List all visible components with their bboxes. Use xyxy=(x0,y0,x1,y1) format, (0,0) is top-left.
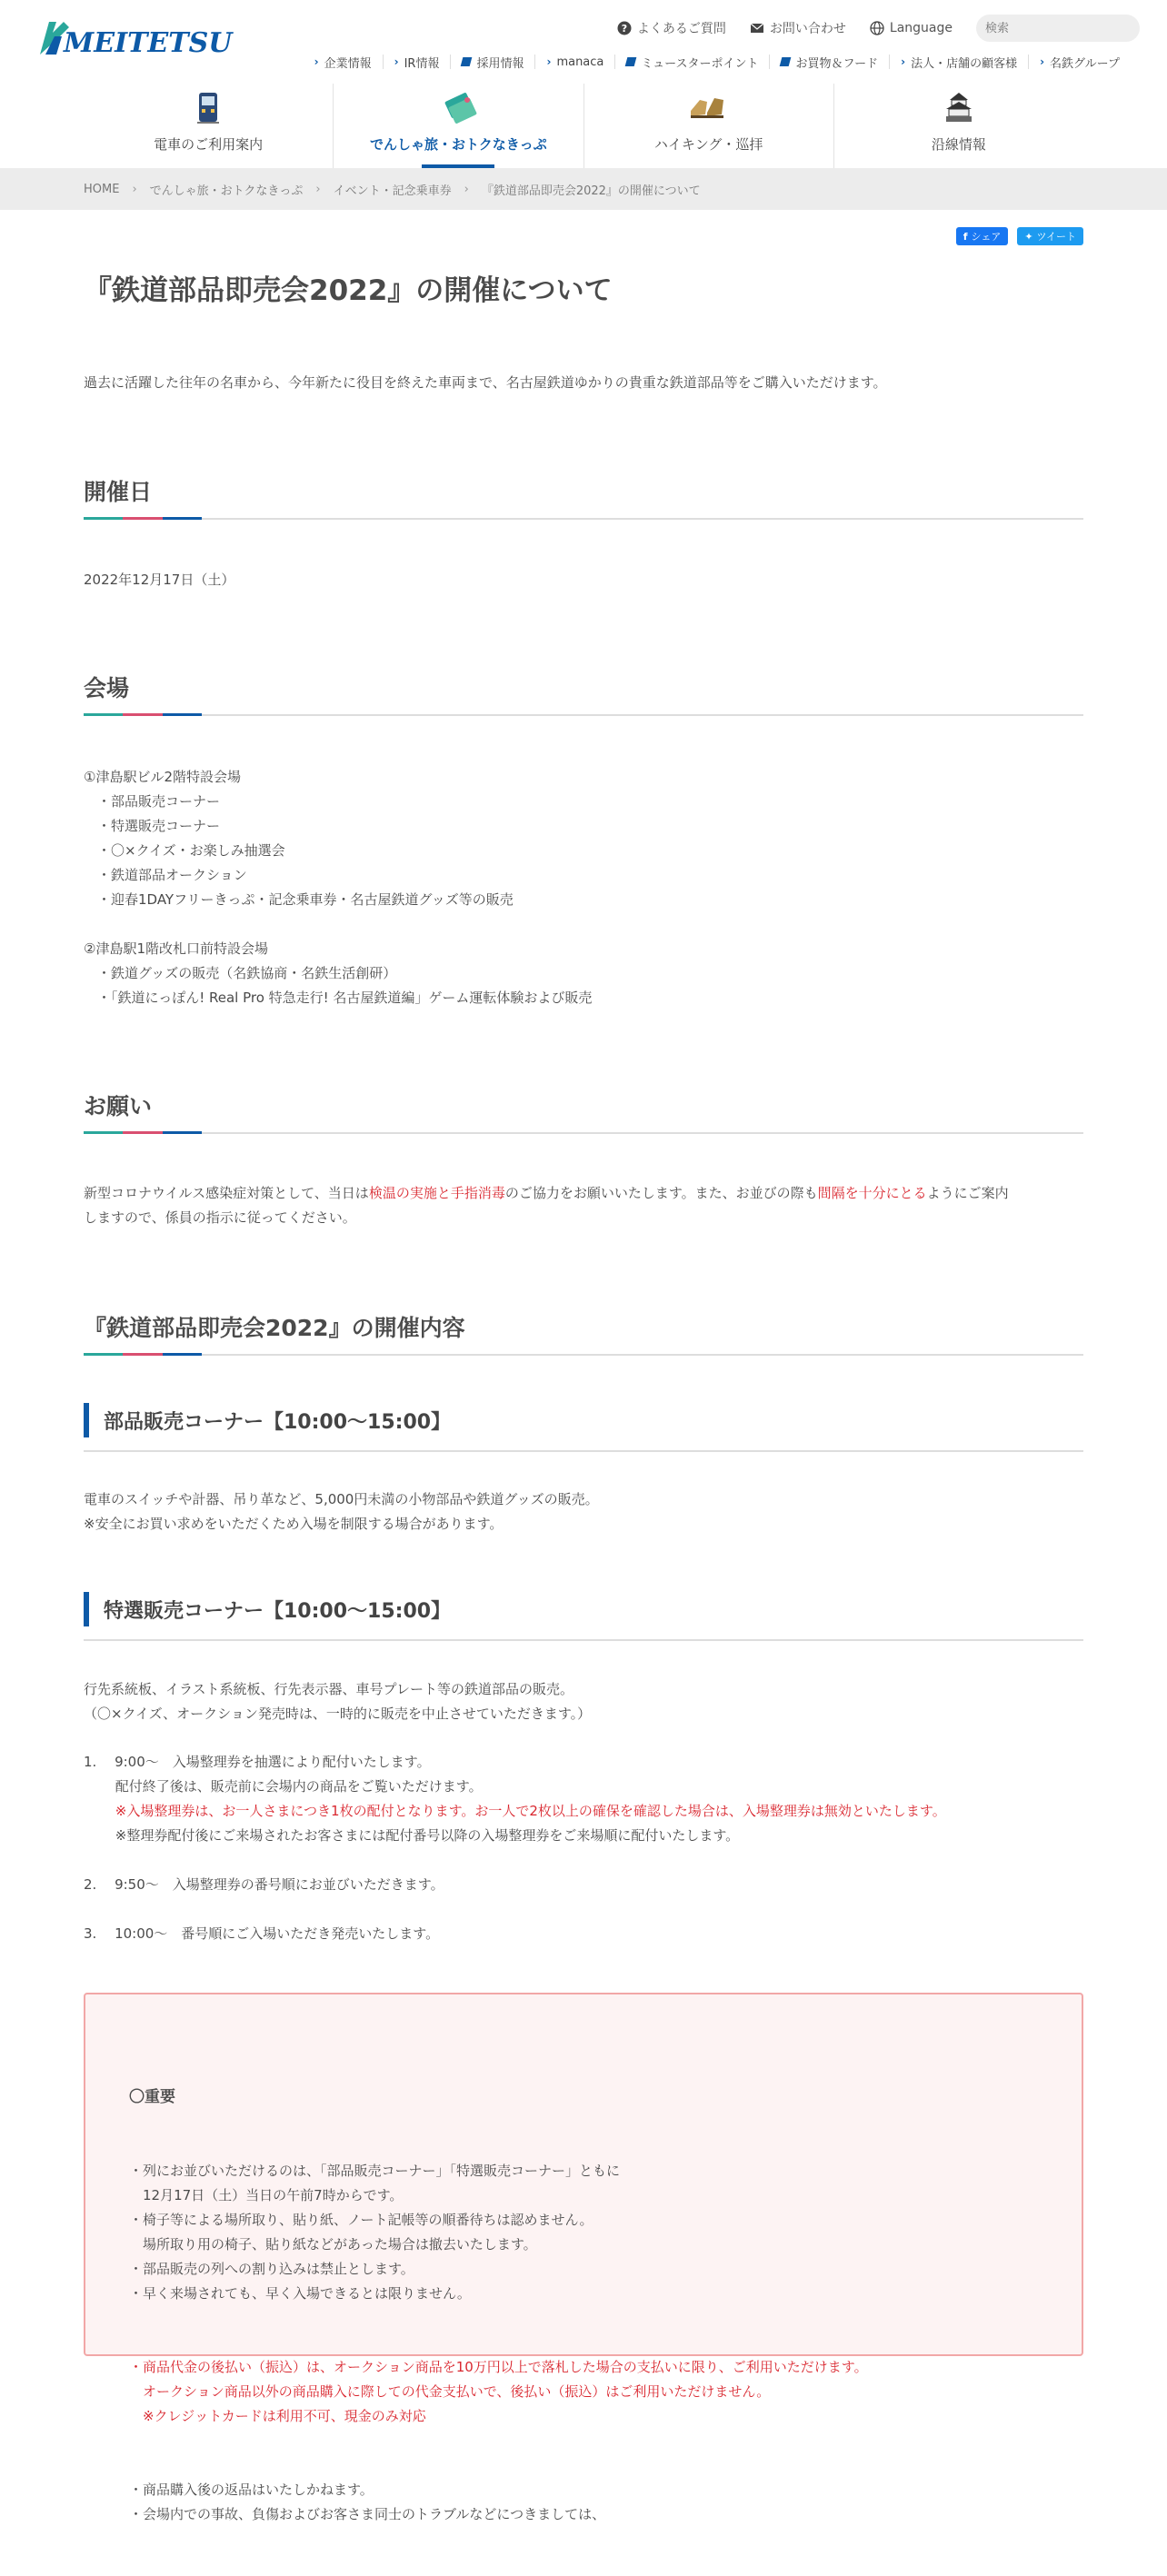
sublink-company[interactable] xyxy=(304,55,383,69)
subheading-rule xyxy=(84,1639,1083,1641)
gnav-hiking[interactable] xyxy=(584,84,833,168)
chevron-right-icon: › xyxy=(315,182,321,196)
contact-link[interactable] xyxy=(750,19,846,37)
breadcrumb-current: 『鉄道部品即売会2022』の開催について xyxy=(481,184,701,198)
special-corner-text: 行先系統板、イラスト系統板、行先表示器、車号プレート等の鉄道部品の販売。 （〇×クイズ、オークション発売時は、一時的に販売を中止させていただきます。） xyxy=(84,1681,592,1722)
share-label: シェア xyxy=(971,231,1002,243)
section-heading-venue xyxy=(84,671,1083,703)
sublink-label: manaca xyxy=(556,55,604,69)
breadcrumb-home[interactable]: HOME xyxy=(84,182,120,196)
external-link-icon xyxy=(780,57,792,66)
castle-icon xyxy=(937,87,981,127)
section-heading-date xyxy=(84,474,1083,507)
question-icon xyxy=(617,21,632,35)
sublink-label: 採用情報 xyxy=(476,56,524,71)
step-1-note: 配付終了後は、販売前に会場内の商品をご覧いただけます。 xyxy=(84,1778,483,1795)
gnav-tickets[interactable] xyxy=(333,84,583,168)
step-1: 1. 9:00～ 入場整理券を抽選により配付いたします。 xyxy=(84,1754,431,1770)
sublink-label: IR情報 xyxy=(404,56,440,71)
sublink-label: 法人・店舗の顧客様 xyxy=(911,56,1018,71)
search-input[interactable] xyxy=(985,22,1140,35)
step-1-note-2: ※整理券配付後にご来場されたお客さまには配付番号以降の入場整理券をご来場順に配付いたします。 xyxy=(84,1827,740,1844)
train-icon xyxy=(186,87,230,127)
heading-text: 会場 xyxy=(84,675,130,701)
faq-label: よくあるご質問 xyxy=(636,22,726,36)
svg-text:?: ? xyxy=(621,23,628,35)
request-part: のご協力をお願いいたします。また、お並びの際も xyxy=(504,1185,818,1201)
request-part: しますので、係員の指示に従ってください。 xyxy=(84,1209,356,1226)
heading-accent-bar xyxy=(84,517,202,520)
gnav-label: ハイキング・巡拝 xyxy=(653,136,763,153)
request-part: ようにご案内 xyxy=(926,1185,1009,1201)
important-payment-warning: ・商品代金の後払い（振込）は、オークション商品を10万円以上で落札した場合の支払いに限り、ご利用いただけます。 オークション商品以外の商品購入に際しての代金支払いで、後払い（振込）はご利用いただけません。 ※クレジットカードは利用不可、現金のみ対応 xyxy=(129,2359,868,2424)
external-link-icon xyxy=(461,57,473,66)
subheading-text: 部品販売コーナー【10:00～15:00】 xyxy=(104,1411,452,1434)
parts-corner-text: 電車のスイッチや計器、吊り革など、5,000円未満の小物部品や鉄道グッズの販売。 ※安全にお買い求めをいただくため入場を制限する場合があります。 xyxy=(84,1491,599,1532)
lead-text: 過去に活躍した往年の名車から、今年新たに役目を終えた車両まで、名古屋鉄道ゆかりの貴重な鉄道部品等をご購入いただけます。 xyxy=(84,374,887,391)
boots-icon xyxy=(687,87,731,127)
global-nav xyxy=(84,84,1083,168)
heading-rule xyxy=(84,518,1083,520)
subheading-special-corner xyxy=(84,1592,1083,1626)
tweet-label: ツイート xyxy=(1036,231,1076,243)
chevron-right-icon: › xyxy=(901,55,906,68)
sublink-point[interactable] xyxy=(614,55,769,69)
request-emphasis: 検温の実施と手指消毒 xyxy=(368,1185,505,1201)
sublink-ir[interactable] xyxy=(383,55,451,69)
chevron-right-icon: › xyxy=(132,182,137,196)
request-text xyxy=(84,1181,1083,1230)
heading-text: 『鉄道部品即売会2022』の開催内容 xyxy=(84,1315,465,1341)
heading-accent-bar xyxy=(84,1131,202,1134)
logo-text: MEITETSU xyxy=(64,27,233,59)
twitter-tweet-button[interactable] xyxy=(1017,227,1083,245)
heading-text: お願い xyxy=(84,1093,153,1119)
venue-list: ①津島駅ビル2階特設会場 ・部品販売コーナー ・特選販売コーナー ・〇×クイズ・お楽しみ抽選会 ・鉄道部品オークション ・迎春1DAYフリーきっぷ・記念乗車券・名古屋鉄道グッズ等の販売 ②津島駅1階改札口前特設会場 ・鉄道グッズの販売（名鉄協商・名鉄生活創研） ・「鉄道にっぽん! Real Pro 特急走行! 名古屋鉄道編」ゲーム運転体験および販売 xyxy=(84,769,593,1006)
ticket-icon xyxy=(436,87,480,127)
heading-rule xyxy=(84,1132,1083,1134)
heading-accent-bar xyxy=(84,1353,202,1356)
heading-accent-bar xyxy=(84,713,202,716)
chevron-right-icon: › xyxy=(1040,55,1045,68)
sublink-label: 名鉄グループ xyxy=(1050,56,1120,71)
language-link[interactable] xyxy=(870,21,953,35)
gnav-label: 電車のご利用案内 xyxy=(154,136,264,153)
sublink-group[interactable] xyxy=(1028,55,1131,69)
chevron-right-icon: › xyxy=(394,55,399,68)
sublink-corporate[interactable] xyxy=(889,55,1028,69)
event-date: 2022年12月17日（土） xyxy=(84,572,235,588)
meitetsu-logo[interactable] xyxy=(36,15,233,60)
section-heading-request xyxy=(84,1089,1083,1121)
important-notice-content xyxy=(129,2036,868,2576)
important-notice-box xyxy=(84,1993,1083,2522)
sublink-shopping[interactable] xyxy=(769,55,889,69)
subheading-text: 特選販売コーナー【10:00～15:00】 xyxy=(104,1600,452,1623)
gnav-label: でんしゃ旅・おトクなきっぷ xyxy=(370,136,547,153)
important-list-2: ・商品購入後の返品はいたしかねます。 ・会場内での事故、負傷およびお客さま同士のトラブルなどにつきましては、 xyxy=(129,2482,606,2522)
step-2: 2. 9:50～ 入場整理券の番号順にお並びいただきます。 xyxy=(84,1876,444,1893)
breadcrumb-item[interactable]: でんしゃ旅・おトクなきっぷ xyxy=(149,184,304,198)
step-1-warning: ※入場整理券は、お一人さまにつき1枚の配付となります。お一人で2枚以上の確保を確認した場合は、入場整理券は無効といたします。 xyxy=(84,1803,946,1819)
request-part: 新型コロナウイルス感染症対策として、当日は xyxy=(84,1185,369,1201)
gnav-label: 沿線情報 xyxy=(931,136,986,153)
utility-nav xyxy=(617,16,1140,40)
breadcrumb xyxy=(0,168,1167,210)
subheading-parts-corner xyxy=(84,1403,1083,1437)
important-heading: 〇重要 xyxy=(129,2088,175,2106)
gnav-area-info[interactable] xyxy=(833,84,1083,168)
globe-icon xyxy=(870,21,884,35)
heading-rule xyxy=(84,1354,1083,1356)
external-link-icon xyxy=(625,57,637,66)
mail-icon xyxy=(750,21,764,35)
request-emphasis: 間隔を十分にとる xyxy=(817,1185,927,1201)
page-title: 『鉄道部品即売会2022』の開催について xyxy=(84,274,613,307)
share-buttons xyxy=(947,227,1083,245)
step-3: 3. 10:00～ 番号順にご入場いただき発売いたします。 xyxy=(84,1925,440,1942)
contact-label: お問い合わせ xyxy=(769,22,846,36)
faq-link[interactable] xyxy=(617,19,726,37)
breadcrumb-item[interactable]: イベント・記念乗車券 xyxy=(333,184,452,198)
sub-links xyxy=(304,55,1131,69)
language-label: Language xyxy=(889,21,953,35)
site-header xyxy=(0,0,1167,168)
chevron-right-icon: › xyxy=(546,55,552,68)
sublink-label: 企業情報 xyxy=(324,56,372,71)
sublink-recruit[interactable] xyxy=(450,55,534,69)
important-list: ・列にお並びいただけるのは、「部品販売コーナー」「特選販売コーナー」ともに 12月17日（土）当日の午前7時からです。 ・椅子等による場所取り、貼り紙、ノート記帳等の順番待ちは認めません。 場所取り用の椅子、貼り紙などがあった場合は撤去いたします。 ・部品販売の列への割り込みは禁止とします。 ・早く来場されても、早く入場できるとは限りません。 xyxy=(129,2163,621,2302)
sublink-manaca[interactable] xyxy=(534,55,614,69)
chevron-right-icon: › xyxy=(314,55,319,68)
heading-text: 開催日 xyxy=(84,479,153,505)
sublink-label: お買物＆フード xyxy=(795,56,879,71)
chevron-right-icon: › xyxy=(464,182,469,196)
section-heading-content xyxy=(84,1310,1083,1343)
twitter-icon: ✦ xyxy=(1024,230,1033,243)
facebook-share-button[interactable] xyxy=(956,227,1009,245)
search-box xyxy=(976,15,1140,42)
heading-rule xyxy=(84,714,1083,716)
gnav-train-guide[interactable] xyxy=(84,84,333,168)
subheading-rule xyxy=(84,1450,1083,1452)
facebook-icon: f xyxy=(963,230,968,243)
sublink-label: ミュースターポイント xyxy=(641,56,759,71)
